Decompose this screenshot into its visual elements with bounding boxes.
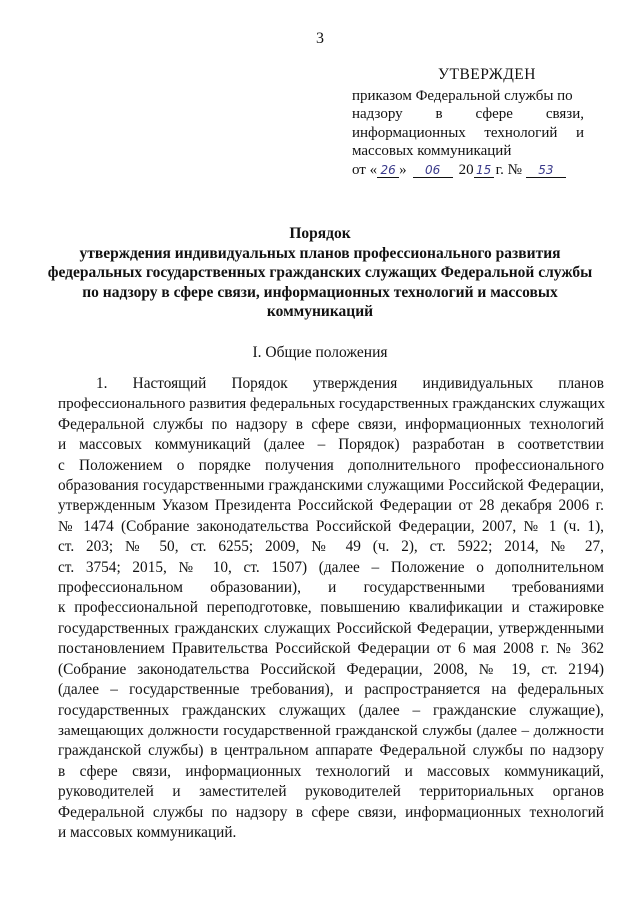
- approval-line-4: массовых коммуникаций: [352, 143, 512, 159]
- body-line: образования государственными гражданскими служащими Российской Федерации,: [58, 477, 604, 495]
- body-line: государственных гражданских служащих (далее – гражданские служащие),: [58, 701, 604, 719]
- body-line: с Положением о порядке получения дополнительного профессионального: [58, 456, 604, 474]
- date-month: 06: [413, 163, 453, 178]
- body-paragraph: [58, 374, 604, 843]
- body-line: Федеральной службы по надзору в сфере связи, информационных технологий: [58, 415, 604, 433]
- body-line: профессиональном образовании), и государственными требованиями: [58, 579, 604, 597]
- title-line-4: по надзору в сфере связи, информационных технологий и массовых: [82, 283, 558, 301]
- date-prefix: от «: [352, 161, 378, 178]
- date-year: 15: [474, 163, 494, 178]
- body-line: руководителей и заместителей руководителей территориальных органов: [58, 783, 604, 801]
- body-line: гражданской службы) в центральном аппарате Федеральной службы по надзору: [58, 742, 604, 760]
- approval-stamp: [352, 66, 584, 179]
- body-line: ст. 203; № 50, ст. 6255; 2009, № 49 (ч. 2), ст. 5922; 2014, № 27,: [58, 538, 604, 556]
- body-line: (далее – государственные требования), и распространяется на федеральных: [58, 681, 604, 699]
- approval-line-1: приказом Федеральной службы по: [352, 87, 573, 104]
- approval-line-3: [352, 124, 584, 143]
- section-heading: I. Общие положения: [252, 344, 388, 361]
- body-line: и массовых коммуникаций.: [58, 823, 237, 841]
- approved-heading: УТВЕРЖДЕН: [438, 66, 536, 83]
- title-line-1: Порядок: [289, 225, 351, 242]
- date-suffix: г. №: [495, 161, 522, 178]
- body-line: замещающих должности государственной гражданской службы (далее – должности: [58, 722, 604, 739]
- approval-date-line: [352, 161, 584, 180]
- date-day: 26: [377, 163, 399, 178]
- body-line: постановлением Правительства Российской Федерации от 6 мая 2008 г. № 362: [58, 640, 604, 658]
- page-number: 3: [316, 30, 324, 47]
- date-mid: »: [399, 161, 407, 178]
- title-line-5: коммуникаций: [266, 303, 374, 320]
- body-line: профессионального развития федеральных государственных гражданских служащих: [58, 396, 606, 413]
- body-line: к профессиональной переподготовке, повышению квалификации и стажировке: [58, 599, 604, 617]
- body-line: Федеральной службы по надзору в сфере связи, информационных технологий: [58, 803, 604, 821]
- document-title: [40, 224, 600, 322]
- body-line: 1. Настоящий Порядок утверждения индивидуальных планов: [96, 375, 604, 392]
- approval-line-2-text: надзору в сфере связи,: [352, 106, 584, 122]
- body-line: утвержденным Указом Президента Российской Федерации от 28 декабря 2006 г.: [58, 497, 604, 515]
- body-line: ст. 3754; 2015, № 10, ст. 1507) (далее – Положение о дополнительном: [58, 558, 604, 576]
- date-year-prefix: 20: [458, 161, 474, 178]
- approval-line-3-text: информационных технологий и: [352, 124, 584, 141]
- body-line: (Собрание законодательства Российской Федерации, 2008, № 19, ст. 2194): [58, 660, 604, 678]
- order-number: 53: [526, 163, 566, 178]
- approval-line-2: [352, 105, 584, 124]
- body-line: № 1474 (Собрание законодательства Российской Федерации, 2007, № 1 (ч. 1),: [58, 517, 604, 535]
- title-line-2: утверждения индивидуальных планов профессионального развития: [79, 244, 561, 262]
- body-line: в сфере связи, информационных технологий и массовых коммуникаций,: [58, 762, 604, 780]
- title-line-3: федеральных государственных гражданских служащих Федеральной службы: [47, 264, 593, 281]
- body-line: и массовых коммуникаций (далее – Порядок) разработан в соответствии: [58, 436, 604, 454]
- body-line: государственных гражданских служащих Российской Федерации, утвержденными: [58, 619, 604, 637]
